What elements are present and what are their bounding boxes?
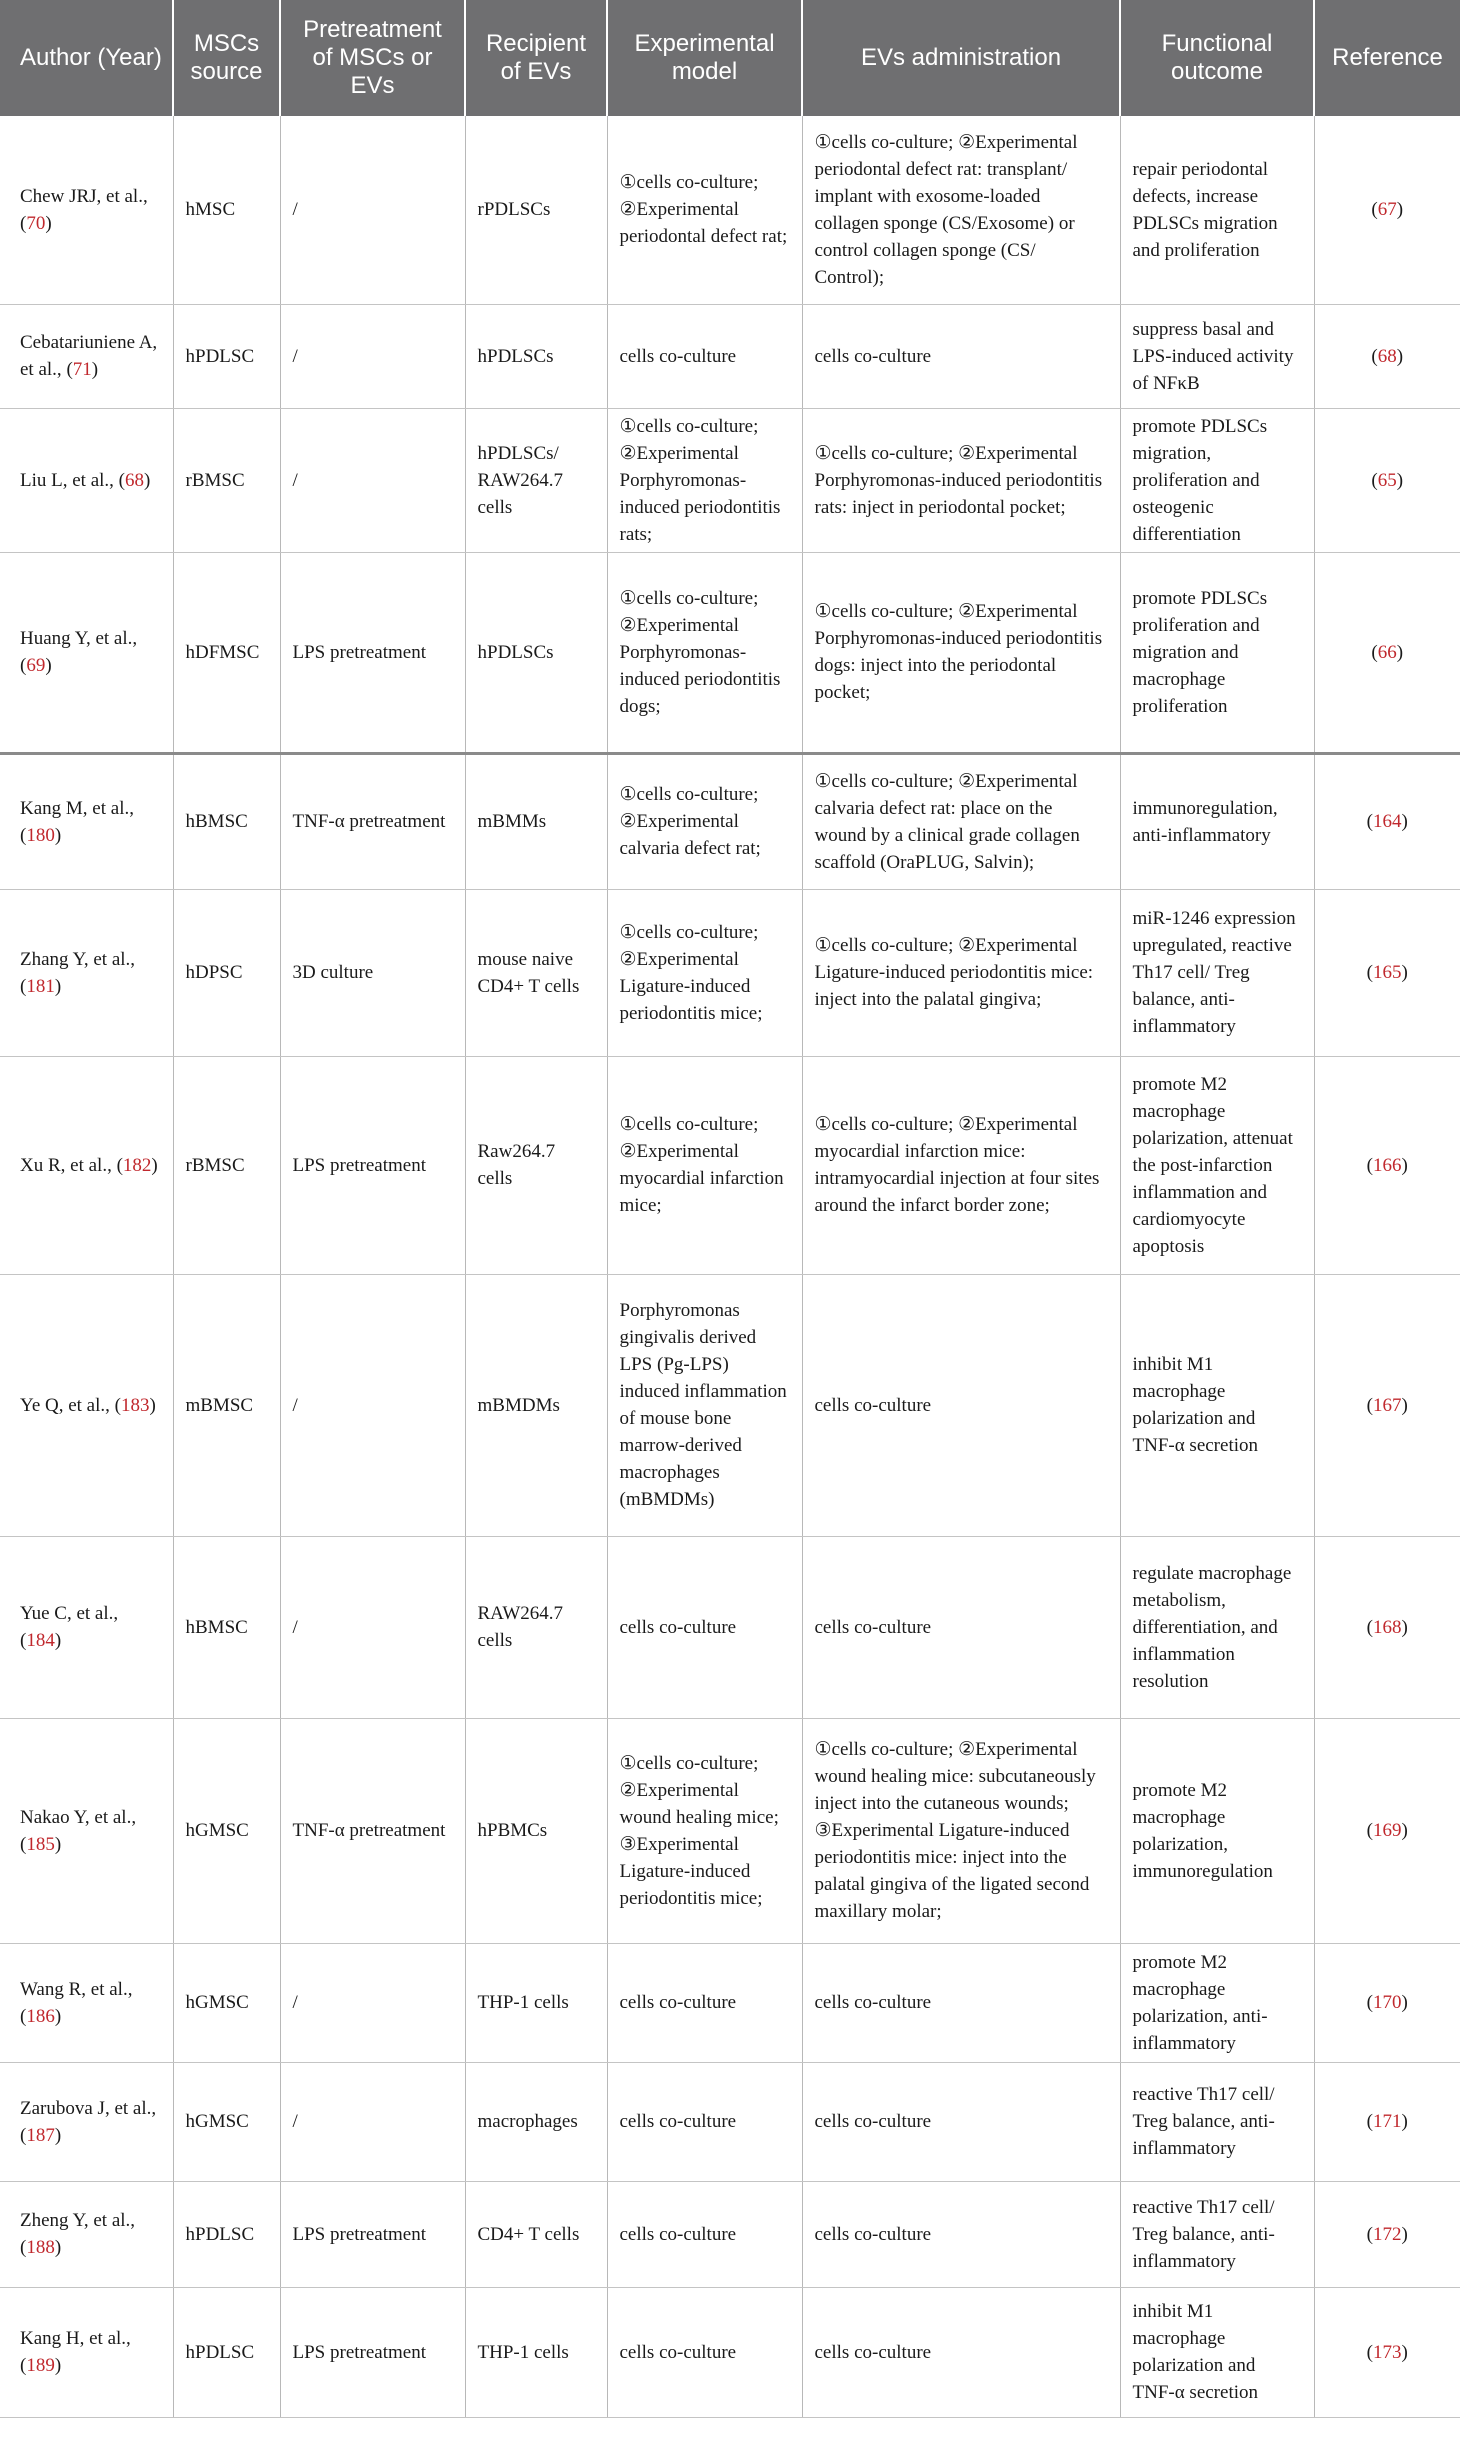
functional-outcome-cell: promote M2 macrophage polarization, anti-inflammatory [1120, 1943, 1314, 2062]
table-row [0, 2062, 1460, 2181]
recipient-cell: RAW264.7 cells [465, 1536, 607, 1718]
author-name: Cebatariuniene A, et al., [20, 332, 158, 380]
author-name: Nakao Y, et al., [20, 1806, 137, 1828]
evs-administration-cell: cells co-culture [802, 304, 1120, 408]
citation-link[interactable]: 69 [26, 655, 46, 676]
table-row [0, 2181, 1460, 2287]
evs-administration-cell: cells co-culture [802, 1274, 1120, 1536]
functional-outcome-cell: promote M2 macrophage polarization, attenuat the post-infarction inflammation and cardiomyocyte apoptosis [1120, 1056, 1314, 1274]
reference-cell: (165) [1314, 889, 1460, 1056]
functional-outcome-cell: suppress basal and LPS-induced activity of NFκB [1120, 304, 1314, 408]
author-name: Kang H, et al., [20, 2328, 131, 2349]
pretreatment-cell: / [280, 116, 465, 304]
pretreatment-cell: TNF-α pretreatment [280, 753, 465, 889]
functional-outcome-cell: promote PDLSCs migration, proliferation and osteogenic differentiation [1120, 408, 1314, 552]
experimental-model-cell: cells co-culture [607, 1943, 802, 2062]
author-name: Ye Q, et al., [20, 1394, 110, 1416]
author-name: Zheng Y, et al., [20, 2210, 136, 2231]
experimental-model-cell: ①cells co-culture; ②Experimental calvaria defect rat; [607, 753, 802, 889]
author-name: Huang Y, et al., [20, 628, 138, 649]
functional-outcome-cell: regulate macrophage metabolism, differentiation, and inflammation resolution [1120, 1536, 1314, 1718]
evs-administration-cell: ①cells co-culture; ②Experimental Porphyromonas-induced periodontitis rats: inject in periodontal pocket; [802, 408, 1120, 552]
author-cell: Wang R, et al., (186) [0, 1943, 173, 2062]
experimental-model-cell: ①cells co-culture; ②Experimental periodontal defect rat; [607, 116, 802, 304]
author-name: Yue C, et al., [20, 1603, 119, 1624]
mscs-source-cell: hPDLSC [173, 2287, 280, 2417]
pretreatment-cell: LPS pretreatment [280, 2181, 465, 2287]
pretreatment-cell: LPS pretreatment [280, 2287, 465, 2417]
evs-administration-cell: cells co-culture [802, 2287, 1120, 2417]
header-evs-administration: EVs administration [802, 0, 1120, 116]
citation-link[interactable]: 185 [26, 1833, 55, 1855]
recipient-cell: CD4+ T cells [465, 2181, 607, 2287]
evs-administration-cell: cells co-culture [802, 2181, 1120, 2287]
table-row [0, 1274, 1460, 1536]
functional-outcome-cell: reactive Th17 cell/ Treg balance, anti-inflammatory [1120, 2062, 1314, 2181]
author-cell: Ye Q, et al., (183) [0, 1274, 173, 1536]
author-cell: Xu R, et al., (182) [0, 1056, 173, 1274]
functional-outcome-cell: inhibit M1 macrophage polarization and TNF-α secretion [1120, 1274, 1314, 1536]
functional-outcome-cell: repair periodontal defects, increase PDLSCs migration and proliferation [1120, 116, 1314, 304]
table-row [0, 1536, 1460, 1718]
reference-link[interactable]: 171 [1373, 2111, 1402, 2132]
reference-cell: (173) [1314, 2287, 1460, 2417]
header-pretreatment: Pretreatment of MSCs or EVs [280, 0, 465, 116]
author-cell: Yue C, et al., (184) [0, 1536, 173, 1718]
mscs-source-cell: hMSC [173, 116, 280, 304]
header-mscs-source: MSCs source [173, 0, 280, 116]
functional-outcome-cell: promote M2 macrophage polarization, immunoregulation [1120, 1718, 1314, 1943]
citation-link[interactable]: 186 [26, 2005, 55, 2027]
reference-link[interactable]: 165 [1373, 962, 1402, 983]
author-name: Kang M, et al., [20, 797, 134, 819]
experimental-model-cell: cells co-culture [607, 2287, 802, 2417]
experimental-model-cell: cells co-culture [607, 2062, 802, 2181]
experimental-model-cell: ①cells co-culture; ②Experimental Ligature-induced periodontitis mice; [607, 889, 802, 1056]
header-author: Author (Year) [0, 0, 173, 116]
reference-link[interactable]: 169 [1373, 1820, 1402, 1841]
mscs-source-cell: hBMSC [173, 1536, 280, 1718]
evs-administration-cell: ①cells co-culture; ②Experimental periodontal defect rat: transplant/ implant with exosome-loaded collagen sponge (CS/Exosome) or control collagen sponge (CS/ Control); [802, 116, 1120, 304]
pretreatment-cell: / [280, 408, 465, 552]
citation-link[interactable]: 184 [26, 1630, 55, 1651]
table-row [0, 2287, 1460, 2417]
evs-administration-cell: cells co-culture [802, 1536, 1120, 1718]
author-cell: Nakao Y, et al., (185) [0, 1718, 173, 1943]
author-cell: Cebatariuniene A, et al., (71) [0, 304, 173, 408]
author-name: Chew JRJ, et al., [20, 185, 148, 207]
mscs-source-cell: hBMSC [173, 753, 280, 889]
experimental-model-cell: ①cells co-culture; ②Experimental Porphyromonas-induced periodontitis rats; [607, 408, 802, 552]
reference-cell: (172) [1314, 2181, 1460, 2287]
author-cell: Huang Y, et al., (69) [0, 552, 173, 753]
mscs-source-cell: hPDLSC [173, 304, 280, 408]
mscs-source-cell: hPDLSC [173, 2181, 280, 2287]
recipient-cell: macrophages [465, 2062, 607, 2181]
reference-link[interactable]: 66 [1377, 641, 1397, 663]
reference-link[interactable]: 167 [1373, 1394, 1402, 1416]
recipient-cell: Raw264.7 cells [465, 1056, 607, 1274]
evs-administration-cell: ①cells co-culture; ②Experimental calvaria defect rat: place on the wound by a clinical grade collagen scaffold (OraPLUG, Salvin); [802, 753, 1120, 889]
reference-cell: (164) [1314, 753, 1460, 889]
author-name: Liu L, et al., [20, 469, 114, 491]
author-cell: Kang M, et al., (180) [0, 753, 173, 889]
reference-link[interactable]: 170 [1373, 1992, 1402, 2013]
citation-link[interactable]: 180 [26, 824, 55, 846]
reference-cell: (67) [1314, 116, 1460, 304]
author-name: Zhang Y, et al., [20, 948, 136, 970]
reference-cell: (167) [1314, 1274, 1460, 1536]
author-name: Zarubova J, et al., [20, 2097, 157, 2119]
experimental-model-cell: cells co-culture [607, 304, 802, 408]
experimental-model-cell: ①cells co-culture; ②Experimental myocardial infarction mice; [607, 1056, 802, 1274]
mscs-source-cell: hDFMSC [173, 552, 280, 753]
reference-cell: (168) [1314, 1536, 1460, 1718]
author-cell: Chew JRJ, et al., (70) [0, 116, 173, 304]
experimental-model-cell: Porphyromonas gingivalis derived LPS (Pg-LPS) induced inflammation of mouse bone marrow-derived macrophages (mBMDMs) [607, 1274, 802, 1536]
pretreatment-cell: / [280, 1274, 465, 1536]
table-row [0, 116, 1460, 304]
evs-administration-cell: ①cells co-culture; ②Experimental Porphyromonas-induced periodontitis dogs: inject into the periodontal pocket; [802, 552, 1120, 753]
functional-outcome-cell: immunoregulation, anti-inflammatory [1120, 753, 1314, 889]
reference-cell: (169) [1314, 1718, 1460, 1943]
reference-link[interactable]: 173 [1373, 2341, 1402, 2363]
functional-outcome-cell: promote PDLSCs proliferation and migration and macrophage proliferation [1120, 552, 1314, 753]
mscs-source-cell: hGMSC [173, 1943, 280, 2062]
recipient-cell: hPBMCs [465, 1718, 607, 1943]
mscs-source-cell: rBMSC [173, 408, 280, 552]
citation-link[interactable]: 182 [122, 1154, 152, 1176]
header-experimental-model: Experimental model [607, 0, 802, 116]
pretreatment-cell: / [280, 304, 465, 408]
mscs-source-cell: hDPSC [173, 889, 280, 1056]
author-cell: Zarubova J, et al., (187) [0, 2062, 173, 2181]
evs-administration-cell: cells co-culture [802, 2062, 1120, 2181]
evs-administration-cell: cells co-culture [802, 1943, 1120, 2062]
reference-link[interactable]: 67 [1377, 199, 1397, 221]
mscs-source-cell: mBMSC [173, 1274, 280, 1536]
functional-outcome-cell: reactive Th17 cell/ Treg balance, anti-inflammatory [1120, 2181, 1314, 2287]
table-row [0, 304, 1460, 408]
reference-cell: (66) [1314, 552, 1460, 753]
reference-cell: (68) [1314, 304, 1460, 408]
table-row [0, 1056, 1460, 1274]
experimental-model-cell: cells co-culture [607, 1536, 802, 1718]
table-row [0, 889, 1460, 1056]
table-body [0, 116, 1460, 2417]
header-functional-outcome: Functional outcome [1120, 0, 1314, 116]
table-row [0, 408, 1460, 552]
recipient-cell: hPDLSCs [465, 552, 607, 753]
author-cell: Kang H, et al., (189) [0, 2287, 173, 2417]
citation-link[interactable]: 188 [26, 2237, 55, 2258]
reference-link[interactable]: 168 [1373, 1616, 1402, 1638]
reference-link[interactable]: 172 [1373, 2223, 1402, 2245]
recipient-cell: mBMMs [465, 753, 607, 889]
recipient-cell: mouse naive CD4+ T cells [465, 889, 607, 1056]
recipient-cell: mBMDMs [465, 1274, 607, 1536]
reference-link[interactable]: 164 [1373, 811, 1402, 832]
citation-link[interactable]: 181 [26, 975, 55, 997]
author-cell: Liu L, et al., (68) [0, 408, 173, 552]
header-row [0, 0, 1460, 116]
functional-outcome-cell: inhibit M1 macrophage polarization and TNF-α secretion [1120, 2287, 1314, 2417]
reference-cell: (171) [1314, 2062, 1460, 2181]
recipient-cell: THP-1 cells [465, 2287, 607, 2417]
recipient-cell: hPDLSCs [465, 304, 607, 408]
citation-link[interactable]: 183 [120, 1394, 150, 1416]
reference-link[interactable]: 166 [1373, 1154, 1402, 1176]
experimental-model-cell: cells co-culture [607, 2181, 802, 2287]
citation-link[interactable]: 68 [125, 469, 144, 491]
citation-link[interactable]: 187 [26, 2124, 55, 2146]
author-cell: Zheng Y, et al., (188) [0, 2181, 173, 2287]
experimental-model-cell: ①cells co-culture; ②Experimental Porphyromonas-induced periodontitis dogs; [607, 552, 802, 753]
reference-link[interactable]: 65 [1377, 469, 1397, 491]
pretreatment-cell: / [280, 1536, 465, 1718]
mscs-source-cell: rBMSC [173, 1056, 280, 1274]
reference-cell: (170) [1314, 1943, 1460, 2062]
pretreatment-cell: LPS pretreatment [280, 552, 465, 753]
reference-link[interactable]: 68 [1377, 345, 1397, 367]
mscs-source-cell: hGMSC [173, 1718, 280, 1943]
recipient-cell: rPDLSCs [465, 116, 607, 304]
author-name: Xu R, et al., [20, 1154, 112, 1176]
evs-administration-cell: ①cells co-culture; ②Experimental wound healing mice: subcutaneously inject into the cutaneous wounds; ③Experimental Ligature-induced periodontitis mice: inject into the palatal gingiva of the ligated second maxillary molar; [802, 1718, 1120, 1943]
citation-link[interactable]: 70 [26, 212, 46, 234]
pretreatment-cell: / [280, 1943, 465, 2062]
author-cell: Zhang Y, et al., (181) [0, 889, 173, 1056]
evs-administration-cell: ①cells co-culture; ②Experimental myocardial infarction mice: intramyocardial injection at four sites around the infarct border zone; [802, 1056, 1120, 1274]
evs-administration-cell: ①cells co-culture; ②Experimental Ligature-induced periodontitis mice: inject into the palatal gingiva; [802, 889, 1120, 1056]
table-row [0, 1718, 1460, 1943]
pretreatment-cell: LPS pretreatment [280, 1056, 465, 1274]
pretreatment-cell: TNF-α pretreatment [280, 1718, 465, 1943]
pretreatment-cell: / [280, 2062, 465, 2181]
header-reference: Reference [1314, 0, 1460, 116]
author-name: Wang R, et al., [20, 1978, 133, 2000]
recipient-cell: THP-1 cells [465, 1943, 607, 2062]
table-row [0, 552, 1460, 753]
citation-link[interactable]: 189 [26, 2355, 55, 2376]
experimental-model-cell: ①cells co-culture; ②Experimental wound healing mice; ③Experimental Ligature-induced periodontitis mice; [607, 1718, 802, 1943]
table-row [0, 1943, 1460, 2062]
functional-outcome-cell: miR-1246 expression upregulated, reactive Th17 cell/ Treg balance, anti-inflammatory [1120, 889, 1314, 1056]
table-row [0, 753, 1460, 889]
reference-cell: (166) [1314, 1056, 1460, 1274]
citation-link[interactable]: 71 [72, 359, 92, 380]
pretreatment-cell: 3D culture [280, 889, 465, 1056]
mscs-source-cell: hGMSC [173, 2062, 280, 2181]
recipient-cell: hPDLSCs/ RAW264.7 cells [465, 408, 607, 552]
reference-cell: (65) [1314, 408, 1460, 552]
header-recipient: Recipient of EVs [465, 0, 607, 116]
